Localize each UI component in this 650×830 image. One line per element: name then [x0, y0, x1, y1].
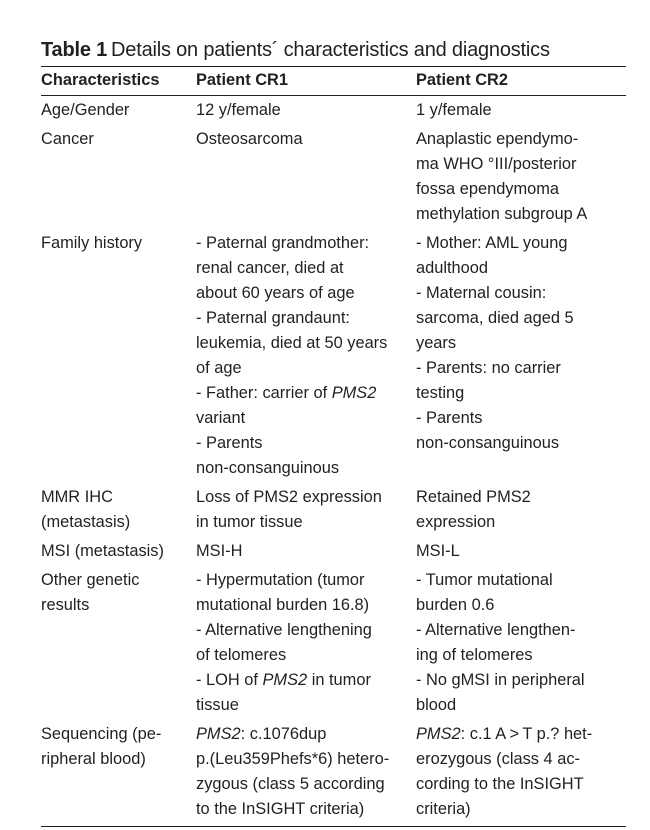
- gene-symbol: PMS2: [331, 384, 377, 402]
- cell-line: leukemia, died at 50 years: [196, 334, 388, 352]
- cell-line: zygous (class 5 according: [196, 775, 385, 793]
- header-characteristics: Characteristics: [41, 67, 196, 96]
- cell-line: 1 y/female: [416, 101, 492, 119]
- cell-line: - Parents: [416, 409, 483, 427]
- table-header: [41, 67, 626, 96]
- cell-patient-cr1: [196, 568, 416, 722]
- cell-line: non-consanguinous: [416, 434, 560, 452]
- cell-line: Other genetic: [41, 571, 140, 589]
- cell-characteristic: [41, 722, 196, 826]
- cell-line: results: [41, 596, 90, 614]
- cell-line: (metastasis): [41, 513, 131, 531]
- cell-line: Osteosarcoma: [196, 130, 303, 148]
- cell-line: non-consanguinous: [196, 459, 340, 477]
- cell-line: MSI-H: [196, 542, 243, 560]
- header-patient-cr2: Patient CR2: [416, 67, 626, 96]
- cell-line: blood: [416, 696, 457, 714]
- cell-patient-cr1: [196, 96, 416, 128]
- cell-characteristic: [41, 231, 196, 485]
- cell-characteristic: [41, 539, 196, 568]
- cell-line: - Alternative lengthening: [196, 621, 372, 639]
- cell-line: Anaplastic ependymo-: [416, 130, 579, 148]
- cell-line: Retained PMS2: [416, 488, 531, 506]
- cell-line: ma WHO °III/posterior: [416, 155, 577, 173]
- table-row: [41, 96, 626, 128]
- cell-patient-cr1: [196, 127, 416, 231]
- table-title: Details on patients´ characteristics and diagnostics: [111, 39, 550, 61]
- cell-patient-cr2: [416, 96, 626, 128]
- cell-line: erozygous (class 4 ac-: [416, 750, 580, 768]
- cell-characteristic: [41, 568, 196, 722]
- cell-patient-cr2: [416, 722, 626, 826]
- cell-line: - Parents: [196, 434, 263, 452]
- cell-patient-cr1: [196, 231, 416, 485]
- cell-characteristic: [41, 127, 196, 231]
- gene-symbol: PMS2: [416, 725, 461, 743]
- cell-line: - Maternal cousin:: [416, 284, 547, 302]
- cell-line: MSI (metastasis): [41, 542, 164, 560]
- cell-patient-cr2: [416, 539, 626, 568]
- cell-line: about 60 years of age: [196, 284, 355, 302]
- cell-characteristic: [41, 96, 196, 128]
- cell-line: to the InSIGHT criteria): [196, 800, 365, 818]
- cell-line: - Paternal grandaunt:: [196, 309, 350, 327]
- table-row: [41, 722, 626, 826]
- cell-line: fossa ependymoma: [416, 180, 560, 198]
- cell-line: Cancer: [41, 130, 94, 148]
- cell-line: MSI-L: [416, 542, 460, 560]
- characteristics-table: [41, 67, 626, 826]
- cell-line: methylation subgroup A: [416, 205, 588, 223]
- cell-line: - Parents: no carrier: [416, 359, 561, 377]
- cell-line: PMS2: c.1 A > T p.? het-: [416, 725, 593, 743]
- cell-line: criteria): [416, 800, 471, 818]
- cell-line: expression: [416, 513, 496, 531]
- bottom-rule: [41, 826, 626, 827]
- cell-line: - LOH of PMS2 in tumor: [196, 671, 371, 689]
- cell-line: Family history: [41, 234, 143, 252]
- cell-line: - Tumor mutational: [416, 571, 553, 589]
- cell-patient-cr2: [416, 485, 626, 539]
- cell-line: Sequencing (pe-: [41, 725, 162, 743]
- cell-line: MMR IHC: [41, 488, 113, 506]
- gene-symbol: PMS2: [262, 671, 308, 689]
- cell-line: in tumor tissue: [196, 513, 303, 531]
- table-row: [41, 485, 626, 539]
- cell-line: PMS2: c.1076dup: [196, 725, 327, 743]
- cell-line: of age: [196, 359, 242, 377]
- gene-symbol: PMS2: [196, 725, 241, 743]
- cell-line: years: [416, 334, 457, 352]
- table-row: [41, 539, 626, 568]
- cell-line: ing of telomeres: [416, 646, 533, 664]
- table-row: [41, 127, 626, 231]
- table-body: [41, 96, 626, 827]
- cell-line: burden 0.6: [416, 596, 495, 614]
- cell-line: mutational burden 16.8): [196, 596, 370, 614]
- cell-line: Age/Gender: [41, 101, 130, 119]
- header-patient-cr1: Patient CR1: [196, 67, 416, 96]
- cell-line: - Paternal grandmother:: [196, 234, 370, 252]
- cell-line: testing: [416, 384, 465, 402]
- cell-line: variant: [196, 409, 246, 427]
- cell-line: sarcoma, died aged 5: [416, 309, 574, 327]
- table-row: [41, 568, 626, 722]
- cell-patient-cr1: [196, 722, 416, 826]
- cell-line: adulthood: [416, 259, 489, 277]
- cell-patient-cr2: [416, 127, 626, 231]
- table-1: [41, 36, 626, 827]
- cell-patient-cr2: [416, 231, 626, 485]
- table-caption: [41, 36, 626, 64]
- cell-line: - Alternative lengthen-: [416, 621, 576, 639]
- cell-line: p.(Leu359Phefs*6) hetero-: [196, 750, 390, 768]
- cell-patient-cr1: [196, 539, 416, 568]
- table-row: [41, 231, 626, 485]
- cell-line: 12 y/female: [196, 101, 281, 119]
- cell-characteristic: [41, 485, 196, 539]
- cell-line: - Hypermutation (tumor: [196, 571, 365, 589]
- cell-line: Loss of PMS2 expression: [196, 488, 382, 506]
- cell-line: renal cancer, died at: [196, 259, 344, 277]
- cell-line: of telomeres: [196, 646, 287, 664]
- cell-line: - Father: carrier of PMS2: [196, 384, 377, 402]
- cell-line: cording to the InSIGHT: [416, 775, 584, 793]
- cell-patient-cr1: [196, 485, 416, 539]
- table-label: Table 1: [41, 39, 108, 61]
- cell-line: - No gMSI in peripheral: [416, 671, 585, 689]
- cell-line: ripheral blood): [41, 750, 146, 768]
- cell-patient-cr2: [416, 568, 626, 722]
- cell-line: - Mother: AML young: [416, 234, 568, 252]
- cell-line: tissue: [196, 696, 239, 714]
